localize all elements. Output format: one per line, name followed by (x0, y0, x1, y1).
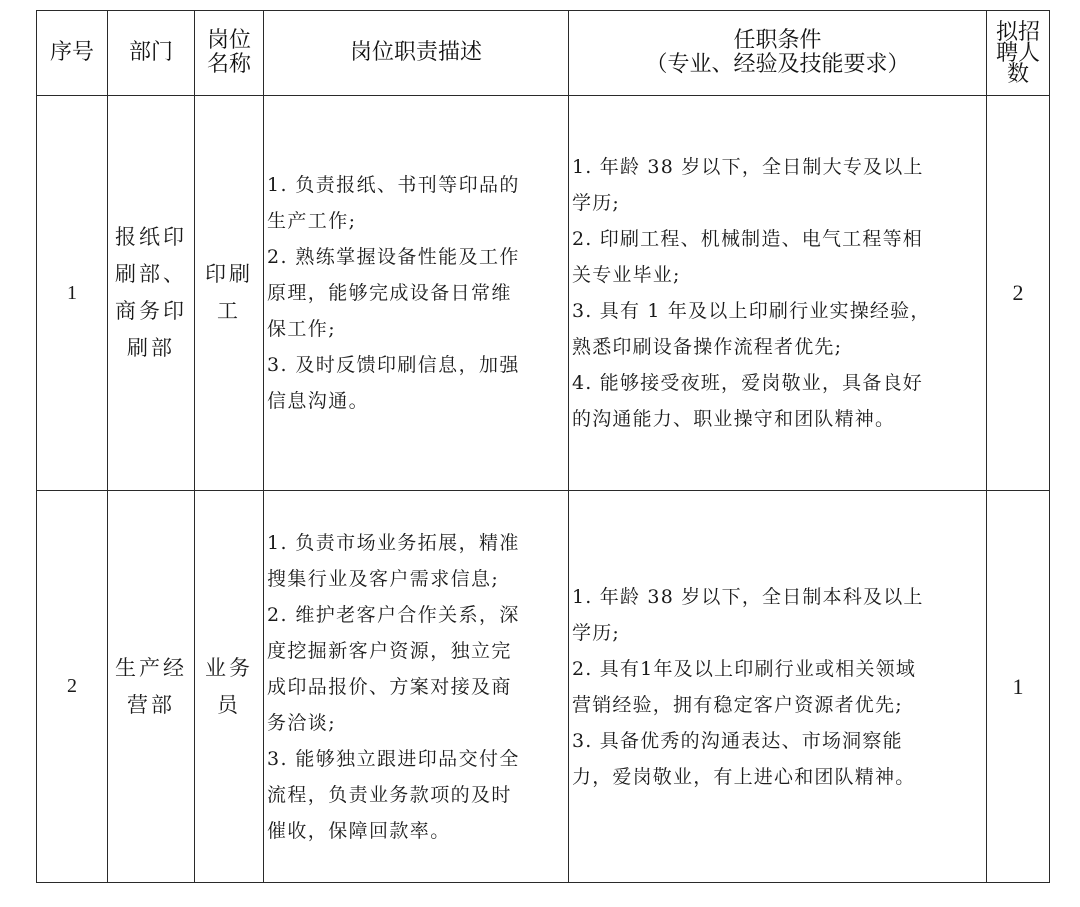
row-duties: 1. 负责市场业务拓展，精准 搜集行业及客户需求信息; 2. 维护老客户合作关系，深 度挖掘新客户资源，独立完 成印品报价、方案对接及商 务洽谈; 3. 能够独立跟进印品交付全 流程，负责业务款项的及时 催收，保障回款率。 (264, 491, 569, 883)
row-count: 2 (987, 96, 1050, 491)
table-row (37, 491, 1050, 883)
row-duties: 1. 负责报纸、书刊等印品的 生产工作; 2. 熟练掌握设备性能及工作 原理，能够完成设备日常维 保工作; 3. 及时反馈印刷信息，加强 信息沟通。 (264, 96, 569, 491)
header-dept: 部门 (108, 11, 195, 96)
row-requirements: 1. 年龄 38 岁以下，全日制本科及以上 学历; 2. 具有1年及以上印刷行业或相关领域 营销经验，拥有稳定客户资源者优先; 3. 具备优秀的沟通表达、市场洞察能 力，爱岗敬业，有上进心和团队精神。 (569, 491, 987, 883)
row-count: 1 (987, 491, 1050, 883)
row-position-title: 印刷 工 (195, 96, 264, 491)
header-requirements: 任职条件 （专业、经验及技能要求） (569, 11, 987, 96)
header-position-title: 岗位 名称 (195, 11, 264, 96)
row-requirements: 1. 年龄 38 岁以下，全日制大专及以上 学历; 2. 印刷工程、机械制造、电气工程等相 关专业毕业; 3. 具有 1 年及以上印刷行业实操经验， 熟悉印刷设备操作流程者优先; 4. 能够接受夜班，爱岗敬业，具备良好 的沟通能力、职业操守和团队精神。 (569, 96, 987, 491)
row-seq: 2 (37, 491, 108, 883)
row-position-title: 业务 员 (195, 491, 264, 883)
row-dept: 生产经 营部 (108, 491, 195, 883)
header-count: 拟招 聘人 数 (987, 11, 1050, 96)
header-duties: 岗位职责描述 (264, 11, 569, 96)
table-row (37, 96, 1050, 491)
row-seq: 1 (37, 96, 108, 491)
header-row (37, 11, 1050, 96)
header-seq: 序号 (37, 11, 108, 96)
row-dept: 报纸印 刷部、 商务印 刷部 (108, 96, 195, 491)
recruitment-table (36, 10, 1050, 883)
